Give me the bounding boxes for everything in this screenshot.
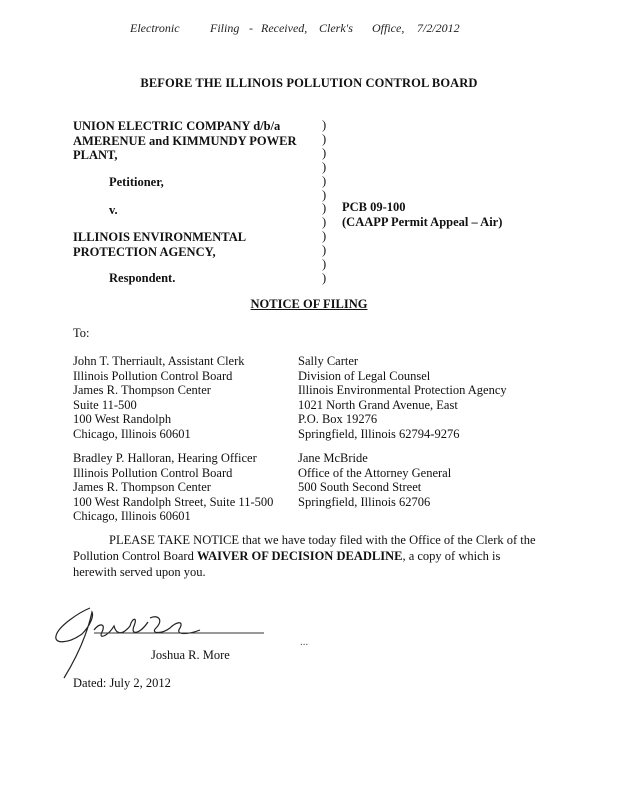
- respondent-line: ILLINOIS ENVIRONMENTAL: [73, 230, 247, 244]
- petitioner-name: [73, 119, 297, 163]
- case-type: (CAAPP Permit Appeal – Air): [342, 214, 503, 229]
- recipient-block: [298, 354, 507, 441]
- paren: ): [322, 173, 327, 188]
- stamp-part: Received,: [261, 21, 308, 35]
- signature-stroke: [150, 617, 200, 634]
- recipient-line: 100 West Randolph: [73, 412, 172, 426]
- signature-stroke: [94, 619, 148, 636]
- paren: ): [322, 215, 327, 230]
- notice-text: PLEASE TAKE NOTICE that we have today filed with the Office of the Clerk of the Pollution Control Board: [73, 533, 536, 563]
- signer-name: Joshua R. More: [151, 648, 230, 662]
- recipient-line: John T. Therriault, Assistant Clerk: [73, 354, 245, 368]
- stamp-part: -: [249, 21, 253, 35]
- recipient-block: [298, 451, 451, 509]
- recipient-line: Illinois Environmental Protection Agency: [298, 383, 507, 397]
- recipient-line: James R. Thompson Center: [73, 480, 211, 494]
- recipient-line: P.O. Box 19276: [298, 412, 378, 426]
- paren: ): [322, 257, 327, 272]
- paren: ): [322, 131, 327, 146]
- recipient-block: [73, 354, 245, 441]
- board-title: BEFORE THE ILLINOIS POLLUTION CONTROL BOARD: [140, 76, 478, 90]
- notice-title: NOTICE OF FILING: [250, 297, 368, 311]
- recipient-line: 500 South Second Street: [298, 480, 422, 494]
- versus: v.: [109, 203, 118, 217]
- recipient-line: Bradley P. Halloran, Hearing Officer: [73, 451, 257, 465]
- stamp-part: Clerk's: [319, 21, 353, 35]
- recipient-line: James R. Thompson Center: [73, 383, 211, 397]
- recipient-line: 1021 North Grand Avenue, East: [298, 397, 458, 412]
- recipient-line: Jane McBride: [298, 451, 368, 465]
- paren: ): [322, 243, 327, 258]
- paren: ): [322, 201, 327, 216]
- recipient-line: Illinois Pollution Control Board: [73, 368, 233, 383]
- notice-paragraph: [73, 532, 543, 580]
- paren: ): [322, 145, 327, 160]
- recipient-line: Office of the Attorney General: [298, 465, 452, 480]
- paren: ): [322, 187, 327, 202]
- paren: ): [322, 270, 327, 285]
- recipient-line: Sally Carter: [298, 354, 359, 368]
- recipient-line: Suite 11-500: [73, 397, 137, 412]
- petitioner-role: Petitioner,: [109, 175, 164, 189]
- recipient-line: 100 West Randolph Street, Suite 11-500: [73, 494, 274, 509]
- to-label: To:: [73, 326, 90, 340]
- petitioner-line: UNION ELECTRIC COMPANY d/b/a: [73, 119, 281, 133]
- signature-stroke: [56, 608, 93, 678]
- notice-text: , a copy of which is herewith served upon you.: [73, 549, 501, 579]
- recipient-line: Chicago, Illinois 60601: [73, 509, 191, 523]
- dated-line: Dated: July 2, 2012: [73, 676, 171, 690]
- paren: ): [322, 159, 327, 174]
- stamp-part: 7/2/2012: [417, 21, 460, 35]
- respondent-line: PROTECTION AGENCY,: [73, 244, 216, 259]
- document-title: WAIVER OF DECISION DEADLINE: [196, 549, 403, 563]
- recipient-block: [73, 451, 273, 524]
- stamp-part: Filing: [210, 21, 240, 35]
- recipient-line: Springfield, Illinois 62794-9276: [298, 426, 460, 441]
- trailing-mark: ...: [300, 636, 309, 648]
- recipient-line: Illinois Pollution Control Board: [73, 465, 233, 480]
- respondent-name: [73, 230, 246, 259]
- paren: ): [322, 229, 327, 244]
- caption-parentheses: [322, 119, 326, 286]
- stamp-part: Electronic: [130, 21, 180, 35]
- case-number: PCB 09-100: [342, 200, 406, 214]
- recipient-line: Springfield, Illinois 62706: [298, 494, 431, 509]
- paren: ): [322, 118, 327, 132]
- recipient-line: Chicago, Illinois 60601: [73, 426, 191, 441]
- petitioner-line: AMERENUE and KIMMUNDY POWER: [73, 133, 297, 148]
- filing-stamp: [130, 21, 460, 36]
- petitioner-line: PLANT,: [73, 148, 118, 162]
- respondent-role: Respondent.: [109, 271, 176, 285]
- recipient-line: Division of Legal Counsel: [298, 368, 431, 383]
- stamp-part: Office,: [372, 21, 405, 35]
- case-number-block: [342, 200, 502, 229]
